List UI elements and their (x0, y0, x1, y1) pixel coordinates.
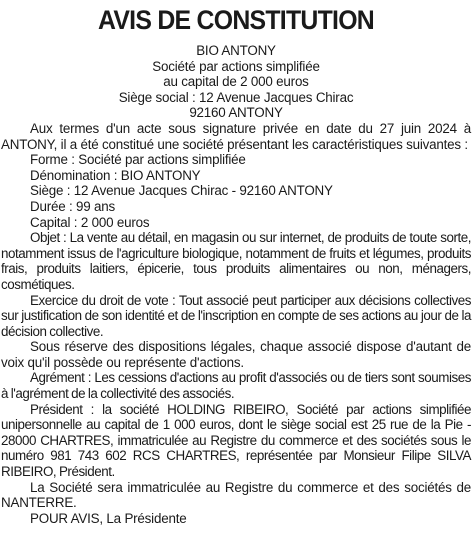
notice-body (1, 121, 471, 526)
president-paragraph: Président : la société HOLDING RIBEIRO, Société par actions simplifiée unipersonnelle au capital de 1 000 euros, dont le siège social est 25 rue de la Pie - 28000 CHARTRES, immatriculée au Registre du commerce et des sociétés sous le numéro 981 743 602 RCS CHARTRES, représentée par Monsieur Filipe SILVA RIBEIRO, Président. (1, 401, 471, 480)
immatriculation-paragraph: La Société sera immatriculée au Registre du commerce et des sociétés de NANTERRE. (1, 479, 471, 511)
characteristic-duree: Durée : 99 ans (30, 198, 116, 214)
registered-office: Siège social : 12 Avenue Jacques Chirac (118, 89, 354, 105)
characteristic-siege: Siège : 12 Avenue Jacques Chirac - 92160 ANTONY (30, 183, 333, 199)
droit-de-vote-paragraph: Exercice du droit de vote : Tout associé peut participer aux décisions collectives sur justification de son identité et de l'inscription en compte de ses actions au jour de la décision collective. (1, 292, 471, 339)
company-capital: au capital de 2 000 euros (163, 74, 309, 90)
characteristic-capital: Capital : 2 000 euros (30, 214, 150, 230)
company-form: Société par actions simplifiée (152, 58, 320, 74)
company-name: BIO ANTONY (196, 43, 276, 58)
registered-city: 92160 ANTONY (189, 105, 283, 121)
intro-paragraph: Aux termes d'un acte sous signature privée en date du 27 juin 2024 à ANTONY, il a été constitué une société présentant les caractéristiques suivantes : (1, 120, 471, 152)
company-header (1, 43, 471, 121)
characteristic-denomination: Dénomination : BIO ANTONY (30, 167, 201, 183)
reserve-paragraph: Sous réserve des dispositions légales, chaque associé dispose d'autant de voix qu'il possède ou représente d'actions. (1, 339, 471, 370)
agrement-paragraph: Agrément : Les cessions d'actions au profit d'associés ou de tiers sont soumises à l'agrément de la collectivité des associés. (1, 370, 471, 402)
characteristic-forme: Forme : Société par actions simplifiée (30, 152, 246, 168)
notice-title: AVIS DE CONSTITUTION (97, 5, 374, 35)
objet-paragraph: Objet : La vente au détail, en magasin ou sur internet, de produits de toute sorte, notamment issus de l'agriculture biologique, notamment de fruits et légumes, produits frais, produits laitiers, épicerie, tous produits alimentaires ou non, ménagers, cosmétiques. (1, 230, 471, 292)
signature-line: POUR AVIS, La Présidente (30, 510, 187, 526)
